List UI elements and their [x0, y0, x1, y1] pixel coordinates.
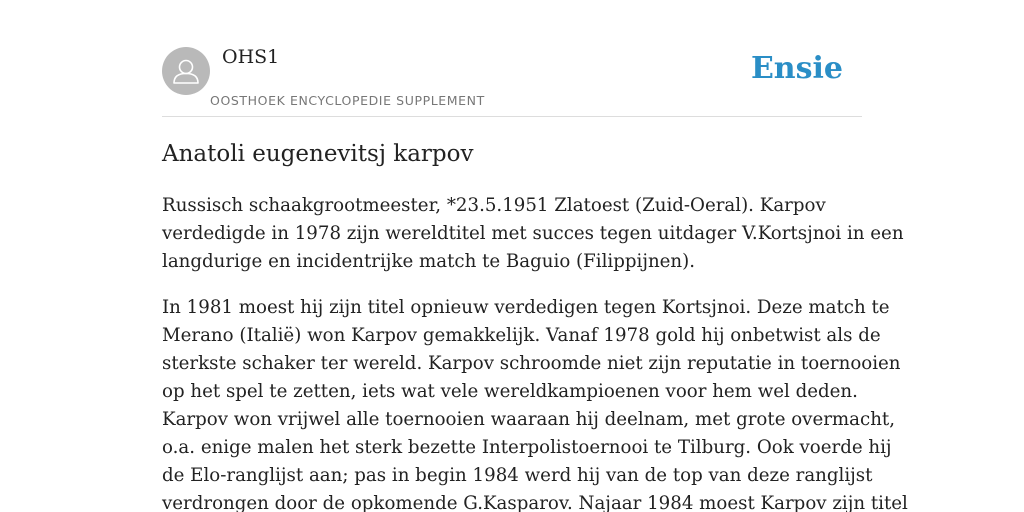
user-icon [162, 47, 210, 95]
article-title: Anatoli eugenevitsj karpov [162, 141, 474, 167]
paragraph-line: Russisch schaakgrootmeester, *23.5.1951 Zlatoest (Zuid-Oeral). Karpov [162, 195, 826, 216]
paragraph-line: verdrongen door de opkomende G.Kasparov. Najaar 1984 moest Karpov zijn titel [162, 493, 908, 512]
paragraph-line: sterkste schaker ter wereld. Karpov schroomde niet zijn reputatie in toernooien [162, 353, 901, 374]
article-paragraph-1 [162, 192, 904, 276]
paragraph-line: In 1981 moest hij zijn titel opnieuw verdedigen tegen Kortsjnoi. Deze match te [162, 297, 890, 318]
paragraph-line: langdurige en incidentrijke match te Baguio (Filippijnen). [162, 251, 696, 272]
paragraph-line: Merano (Italië) won Karpov gemakkelijk. Vanaf 1978 gold hij onbetwist als de [162, 325, 881, 346]
avatar[interactable] [162, 47, 210, 95]
article-paragraph-2 [162, 294, 908, 512]
paragraph-line: Karpov won vrijwel alle toernooien waaraan hij deelnam, met grote overmacht, [162, 409, 895, 430]
paragraph-line: o.a. enige malen het sterk bezette Interpolistoernooi te Tilburg. Ook voerde hij [162, 437, 892, 458]
paragraph-line: op het spel te zetten, iets wat vele wereldkampioenen voor hem wel deden. [162, 381, 858, 402]
brand-logo[interactable]: Ensie [750, 51, 843, 86]
page-header [162, 0, 862, 117]
username-link[interactable]: OHS1 [222, 46, 280, 68]
source-label[interactable]: OOSTHOEK ENCYCLOPEDIE SUPPLEMENT [210, 93, 485, 108]
article [162, 136, 908, 512]
paragraph-line: verdedigde in 1978 zijn wereldtitel met succes tegen uitdager V.Kortsjnoi in een [162, 223, 904, 244]
paragraph-line: de Elo-ranglijst aan; pas in begin 1984 werd hij van de top van deze ranglijst [162, 465, 873, 486]
